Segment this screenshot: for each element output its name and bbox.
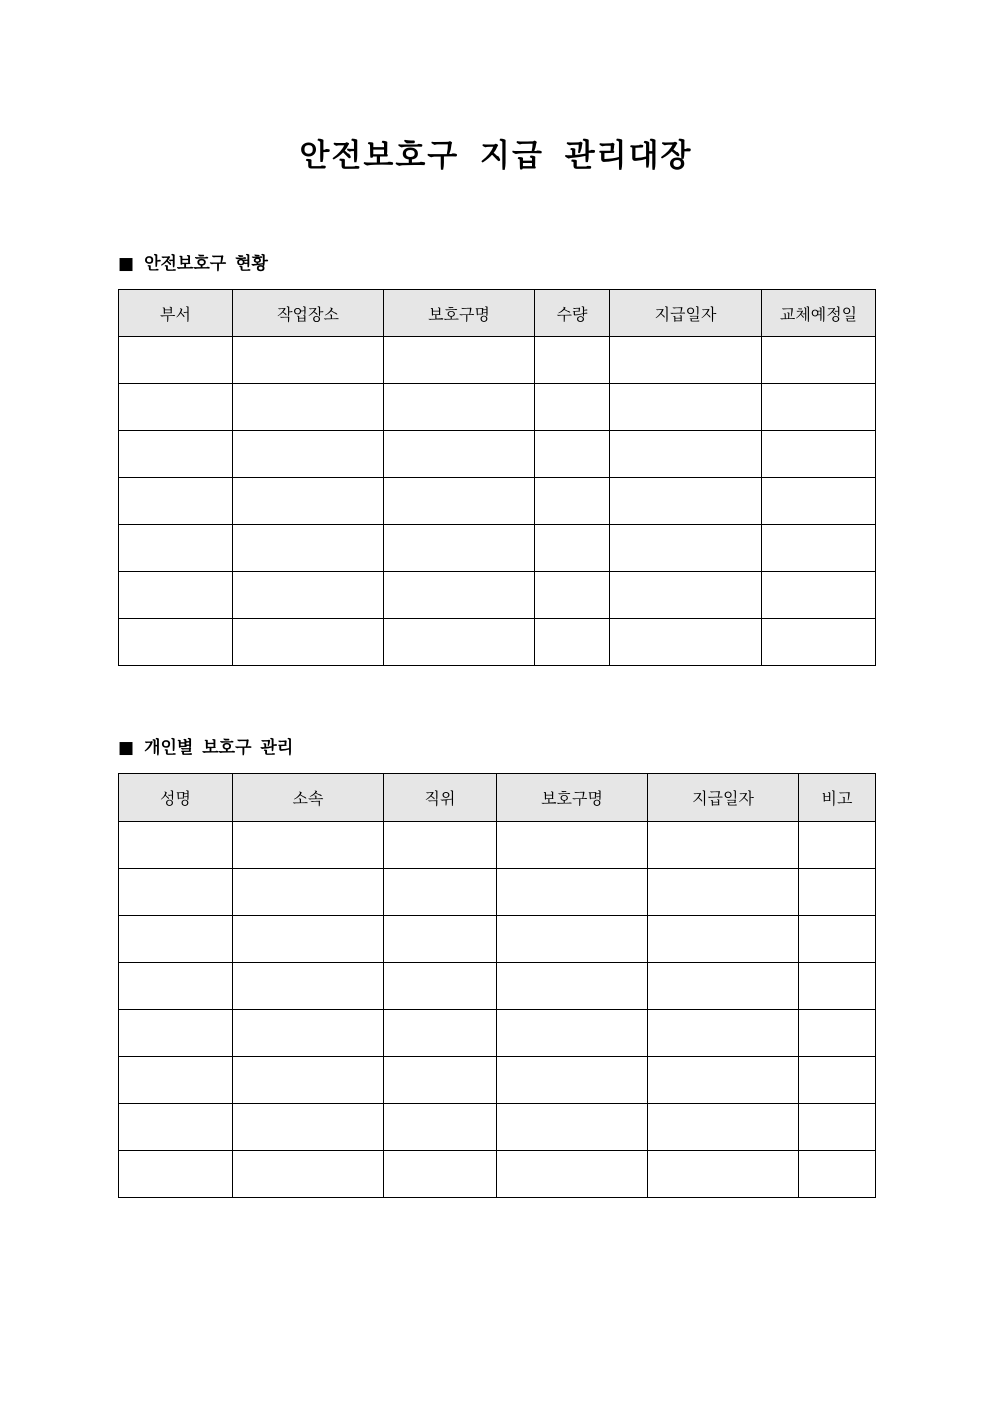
table-cell[interactable] xyxy=(233,431,384,478)
table-row xyxy=(119,822,876,869)
table-cell[interactable] xyxy=(384,822,497,869)
table-cell[interactable] xyxy=(384,1010,497,1057)
table-cell[interactable] xyxy=(384,337,535,384)
table-cell[interactable] xyxy=(384,869,497,916)
section-heading-text: 개인별 보호구 관리 xyxy=(144,738,294,758)
table-cell[interactable] xyxy=(610,431,762,478)
section-heading-individual-management xyxy=(118,736,293,760)
table-cell[interactable] xyxy=(799,916,876,963)
table-cell[interactable] xyxy=(648,963,799,1010)
table-row xyxy=(119,619,876,666)
table-cell[interactable] xyxy=(535,478,610,525)
table-row xyxy=(119,431,876,478)
table-row xyxy=(119,572,876,619)
table-cell[interactable] xyxy=(799,1151,876,1198)
table-cell[interactable] xyxy=(119,337,233,384)
table-cell[interactable] xyxy=(497,1010,648,1057)
table-cell[interactable] xyxy=(119,572,233,619)
table-cell[interactable] xyxy=(119,869,233,916)
table-cell[interactable] xyxy=(762,525,876,572)
table-cell[interactable] xyxy=(384,1151,497,1198)
column-header: 성명 xyxy=(119,774,233,822)
table-cell[interactable] xyxy=(535,431,610,478)
table-row xyxy=(119,1104,876,1151)
table-cell[interactable] xyxy=(233,478,384,525)
table-cell[interactable] xyxy=(610,572,762,619)
equipment-status-table xyxy=(118,289,876,666)
table-cell[interactable] xyxy=(233,619,384,666)
table-cell[interactable] xyxy=(233,572,384,619)
table-header-row xyxy=(119,290,876,337)
table-row xyxy=(119,916,876,963)
table-cell[interactable] xyxy=(233,525,384,572)
table-cell[interactable] xyxy=(610,525,762,572)
table-cell[interactable] xyxy=(233,822,384,869)
table-cell[interactable] xyxy=(233,1010,384,1057)
table-cell[interactable] xyxy=(762,431,876,478)
table-cell[interactable] xyxy=(233,337,384,384)
table-cell[interactable] xyxy=(384,1057,497,1104)
table-cell[interactable] xyxy=(799,1057,876,1104)
table-cell[interactable] xyxy=(384,431,535,478)
table-cell[interactable] xyxy=(119,1057,233,1104)
table-cell[interactable] xyxy=(233,963,384,1010)
table-cell[interactable] xyxy=(610,478,762,525)
table-cell[interactable] xyxy=(119,916,233,963)
column-header: 부서 xyxy=(119,290,233,337)
table-cell[interactable] xyxy=(799,869,876,916)
table-cell[interactable] xyxy=(762,384,876,431)
table-cell[interactable] xyxy=(384,384,535,431)
table-cell[interactable] xyxy=(535,337,610,384)
table-cell[interactable] xyxy=(384,916,497,963)
section-heading-equipment-status xyxy=(118,252,268,276)
table-cell[interactable] xyxy=(762,619,876,666)
table-cell[interactable] xyxy=(233,916,384,963)
table-cell[interactable] xyxy=(648,1057,799,1104)
table-header-row xyxy=(119,774,876,822)
table-cell[interactable] xyxy=(384,963,497,1010)
column-header: 수량 xyxy=(535,290,610,337)
table-cell[interactable] xyxy=(610,619,762,666)
table-row xyxy=(119,869,876,916)
table-cell[interactable] xyxy=(610,384,762,431)
table-cell[interactable] xyxy=(119,1010,233,1057)
table-cell[interactable] xyxy=(119,1104,233,1151)
table-cell[interactable] xyxy=(799,1010,876,1057)
column-header: 보호구명 xyxy=(384,290,535,337)
table-cell[interactable] xyxy=(535,619,610,666)
table-cell[interactable] xyxy=(648,1104,799,1151)
section-heading-text: 안전보호구 현황 xyxy=(144,254,268,274)
column-header: 직위 xyxy=(384,774,497,822)
table-cell[interactable] xyxy=(648,916,799,963)
table-row xyxy=(119,1151,876,1198)
table-row xyxy=(119,478,876,525)
table-cell[interactable] xyxy=(119,525,233,572)
table-cell[interactable] xyxy=(119,963,233,1010)
table-cell[interactable] xyxy=(648,1151,799,1198)
column-header: 소속 xyxy=(233,774,384,822)
table-cell[interactable] xyxy=(762,478,876,525)
column-header: 지급일자 xyxy=(610,290,762,337)
table-cell[interactable] xyxy=(384,525,535,572)
column-header: 지급일자 xyxy=(648,774,799,822)
table-cell[interactable] xyxy=(762,337,876,384)
table-cell[interactable] xyxy=(535,384,610,431)
table-row xyxy=(119,1057,876,1104)
column-header: 보호구명 xyxy=(497,774,648,822)
table-cell[interactable] xyxy=(119,384,233,431)
document-title: 안전보호구 지급 관리대장 xyxy=(299,138,693,174)
table-cell[interactable] xyxy=(119,478,233,525)
table-cell[interactable] xyxy=(648,822,799,869)
table-cell[interactable] xyxy=(497,1151,648,1198)
table-cell[interactable] xyxy=(799,822,876,869)
table-cell[interactable] xyxy=(384,478,535,525)
table-cell[interactable] xyxy=(233,1151,384,1198)
table-cell[interactable] xyxy=(119,1151,233,1198)
table-cell[interactable] xyxy=(497,869,648,916)
table-cell[interactable] xyxy=(497,963,648,1010)
table-cell[interactable] xyxy=(119,822,233,869)
table-cell[interactable] xyxy=(384,572,535,619)
table-cell[interactable] xyxy=(233,1057,384,1104)
table-cell[interactable] xyxy=(799,1104,876,1151)
table-cell[interactable] xyxy=(233,869,384,916)
table-cell[interactable] xyxy=(384,619,535,666)
table-cell[interactable] xyxy=(119,431,233,478)
column-header: 작업장소 xyxy=(233,290,384,337)
table-cell[interactable] xyxy=(762,572,876,619)
square-bullet-icon: ■ xyxy=(118,254,135,274)
table-row xyxy=(119,337,876,384)
table-cell[interactable] xyxy=(119,619,233,666)
column-header: 비고 xyxy=(799,774,876,822)
column-header: 교체예정일 xyxy=(762,290,876,337)
table-cell[interactable] xyxy=(610,337,762,384)
table-cell[interactable] xyxy=(497,916,648,963)
table-row xyxy=(119,384,876,431)
table-cell[interactable] xyxy=(648,869,799,916)
table-cell[interactable] xyxy=(497,1104,648,1151)
table-cell[interactable] xyxy=(384,1104,497,1151)
table-cell[interactable] xyxy=(233,1104,384,1151)
table-cell[interactable] xyxy=(535,525,610,572)
table-row xyxy=(119,1010,876,1057)
table-cell[interactable] xyxy=(648,1010,799,1057)
table-row xyxy=(119,525,876,572)
individual-equipment-table xyxy=(118,773,876,1198)
table-cell[interactable] xyxy=(497,822,648,869)
table-cell[interactable] xyxy=(535,572,610,619)
table-cell[interactable] xyxy=(497,1057,648,1104)
table-cell[interactable] xyxy=(799,963,876,1010)
table-row xyxy=(119,963,876,1010)
table-cell[interactable] xyxy=(233,384,384,431)
square-bullet-icon: ■ xyxy=(118,738,135,758)
